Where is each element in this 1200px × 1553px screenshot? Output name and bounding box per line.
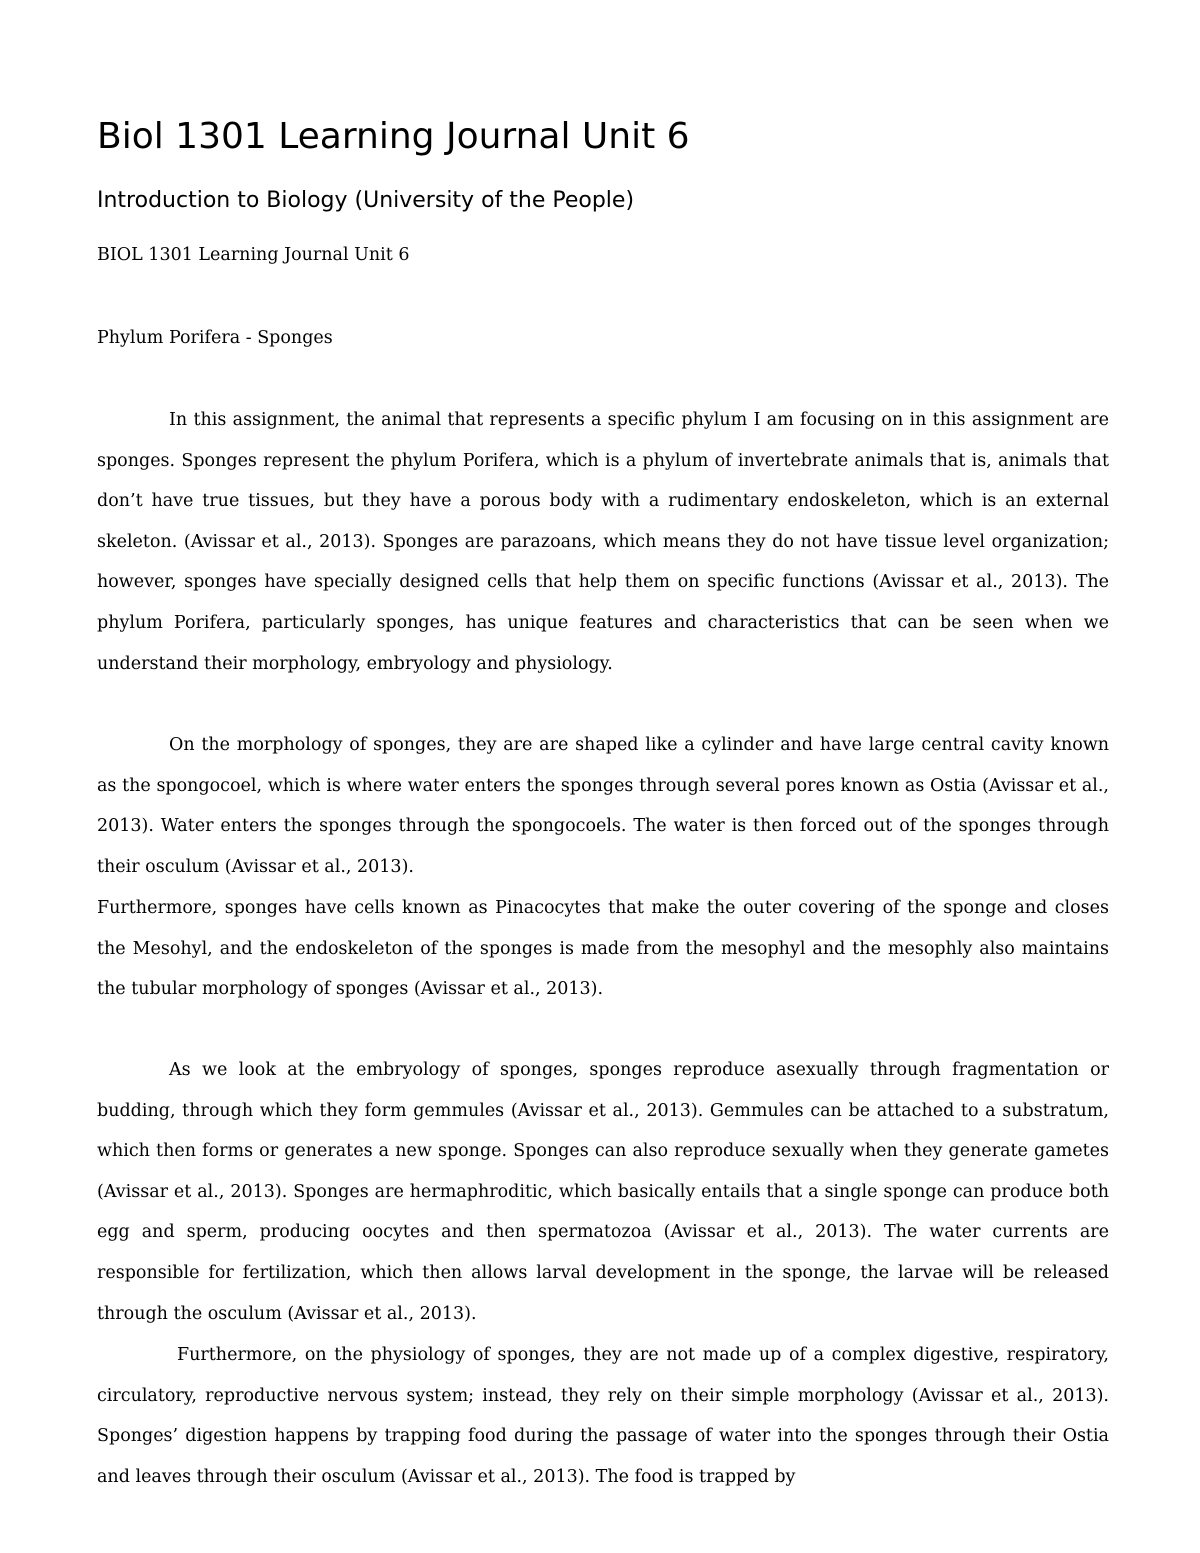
paragraph-introduction: In this assignment, the animal that represents a specific phylum I am focusing on in this assignment are sponges. Sponges represent the phylum Porifera, which is a phylum of invertebrate animals that is, animals that don’t have true tissues, but they have a porous body with a rudimentary endoskeleton, which is an external skeleton. (Avissar et al., 2013). Sponges are parazoans, which means they do not have tissue level organization; however, sponges have specially designed cells that help them on specific functions (Avissar et al., 2013). The phylum Porifera, particularly sponges, has unique features and characteristics that can be seen when we understand their morphology, embryology and physiology. — [97, 410, 1109, 674]
paragraph-morphology-continued: Furthermore, sponges have cells known as Pinacocytes that make the outer covering of the sponge and closes the Mesohyl, and the endoskeleton of the sponges is made from the mesophyl and the mesophly also maintains the tubular morphology of sponges (Avissar et al., 2013). — [97, 898, 1109, 1000]
paragraph-embryology: As we look at the embryology of sponges, sponges reproduce asexually through fragmentation or budding, through which they form gemmules (Avissar et al., 2013). Gemmules can be attached to a substratum, which then forms or generates a new sponge. Sponges can also reproduce sexually when they generate gametes (Avissar et al., 2013). Sponges are hermaphroditic, which basically entails that a single sponge can produce both egg and sperm, producing oocytes and then spermatozoa (Avissar et al., 2013). The water currents are responsible for fertilization, which then allows larval development in the sponge, the larvae will be released through the osculum (Avissar et al., 2013). — [97, 1060, 1109, 1324]
paragraph-morphology: On the morphology of sponges, they are are shaped like a cylinder and have large central cavity known as the spongocoel, which is where water enters the sponges through several pores known as Ostia (Avissar et al., 2013). Water enters the sponges through the spongocoels. The water is then forced out of the sponges through their osculum (Avissar et al., 2013). — [97, 735, 1109, 877]
journal-heading: BIOL 1301 Learning Journal Unit 6 — [97, 245, 410, 265]
paragraph-physiology: Furthermore, on the physiology of sponges, they are not made up of a complex digestive, respiratory, circulatory, reproductive nervous system; instead, they rely on their simple morphology (Avissar et al., 2013). Sponges’ digestion happens by trapping food during the passage of water into the sponges through their Ostia and leaves through their osculum (Avissar et al., 2013). The food is trapped by — [97, 1345, 1109, 1487]
document-subtitle: Introduction to Biology (University of the People) — [97, 188, 635, 213]
document-title: Biol 1301 Learning Journal Unit 6 — [97, 116, 690, 157]
section-title: Phylum Porifera - Sponges — [97, 328, 333, 348]
